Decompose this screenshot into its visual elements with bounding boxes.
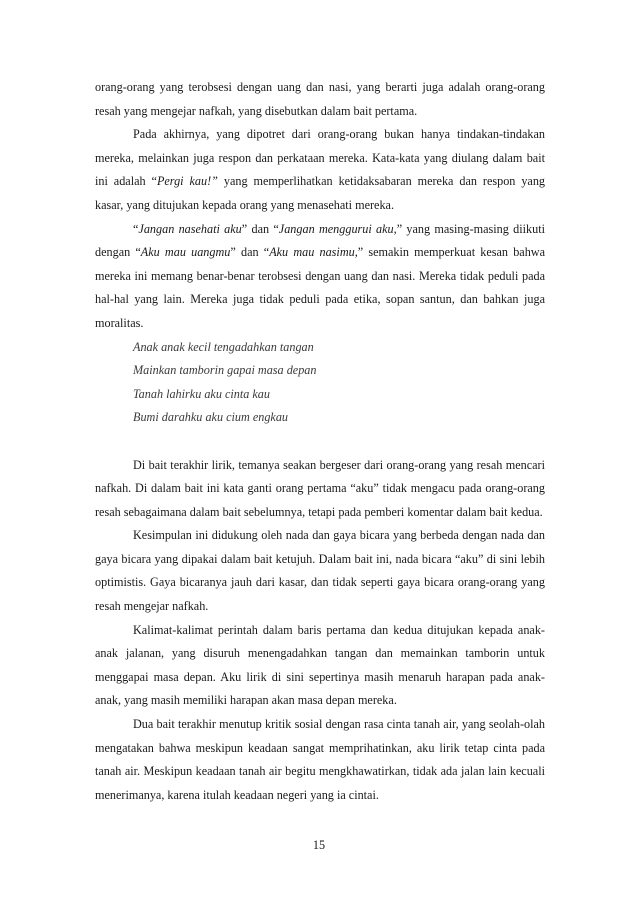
- italic-quote: Aku mau nasimu,: [269, 245, 358, 260]
- lyric-line: Bumi darahku aku cium engkau: [133, 410, 289, 425]
- body-text-after-poem: [95, 454, 545, 808]
- paragraph: [95, 524, 545, 618]
- italic-quote: Pergi kau!”: [156, 174, 218, 189]
- text-run: ” yang masing-masing diikuti dengan “: [95, 221, 545, 260]
- song-lyric-quote: [95, 336, 545, 430]
- text-run: Kalimat-kalimat perintah dalam baris pertama dan kedua ditujukan kepada anak-anak jalanan, yang disuruh menengadahkan tangan dan memainkan tamborin untuk menggapai masa depan. Aku lirik di sini sepertinya masih menaruh harapan pada anak-anak, yang masih memiliki harapan akan masa depan mereka.: [95, 622, 545, 708]
- paragraph: [95, 76, 545, 123]
- italic-quote: Jangan menggurui aku,: [278, 221, 397, 236]
- text-run: Kesimpulan ini didukung oleh nada dan gaya bicara yang berbeda dengan nada dan gaya bicara yang dipakai dalam bait ketujuh. Dalam bait ini, nada bicara “aku” di sini lebih optimistis. Gaya bicaranya jauh dari kasar, dan tidak seperti gaya bicara orang-orang yang resah mengejar nafkah.: [95, 528, 545, 614]
- paragraph: [95, 713, 545, 807]
- text-run: Di bait terakhir lirik, temanya seakan bergeser dari orang-orang yang resah mencari nafkah. Di dalam bait ini kata ganti orang pertama “aku” tidak mengacu pada orang-orang resah sebagaimana dalam bait sebelumnya, tetapi pada pemberi komentar dalam bait kedua.: [95, 457, 545, 519]
- italic-quote: Aku mau uangmu: [140, 245, 231, 260]
- blank-line: [95, 430, 545, 454]
- text-run: ” semakin memperkuat kesan bahwa mereka ini memang benar-benar terobsesi dengan uang dan nasi. Mereka tidak peduli pada hal-hal yang lain. Mereka juga tidak peduli pada etika, sopan santun, dan bahkan juga moralitas.: [95, 245, 546, 330]
- paragraph: [95, 619, 545, 713]
- lyric-line: Anak anak kecil tengadahkan tangan: [133, 339, 314, 354]
- text-run: yang memperlihatkan ketidaksabaran mereka dan respon yang kasar, yang ditujukan kepada orang yang menasehati mereka.: [95, 174, 546, 212]
- text-run: orang-orang yang terobsesi dengan uang dan nasi, yang berarti juga adalah orang-orang resah yang mengejar nafkah, yang disebutkan dalam bait pertama.: [95, 80, 545, 118]
- paragraph: [95, 218, 545, 336]
- body-text-before-poem: [95, 76, 545, 336]
- page-number: 15: [312, 838, 326, 852]
- text-run: ” dan “: [230, 245, 270, 260]
- lyric-line: Tanah lahirku aku cinta kau: [133, 386, 270, 401]
- italic-quote: Jangan nasehati aku: [138, 221, 242, 236]
- paragraph: [95, 454, 545, 525]
- paragraph: [95, 123, 545, 217]
- lyric-line: Mainkan tamborin gapai masa depan: [133, 363, 317, 378]
- text-run: ” dan “: [241, 221, 279, 236]
- document-page: [95, 76, 545, 807]
- text-run: “: [133, 221, 139, 236]
- text-run: Pada akhirnya, yang dipotret dari orang-orang bukan hanya tindakan-tindakan mereka, melainkan juga respon dan perkataan mereka. Kata-kata yang diulang dalam bait ini adalah “: [95, 127, 545, 189]
- text-run: Dua bait terakhir menutup kritik sosial dengan rasa cinta tanah air, yang seolah-olah mengatakan bahwa meskipun keadaan sangat memprihatinkan, aku lirik tetap cinta pada tanah air. Meskipun keadaan tanah air begitu mengkhawatirkan, tidak ada jalan lain kecuali menerimanya, karena itulah keadaan negeri yang ia cintai.: [95, 717, 545, 802]
